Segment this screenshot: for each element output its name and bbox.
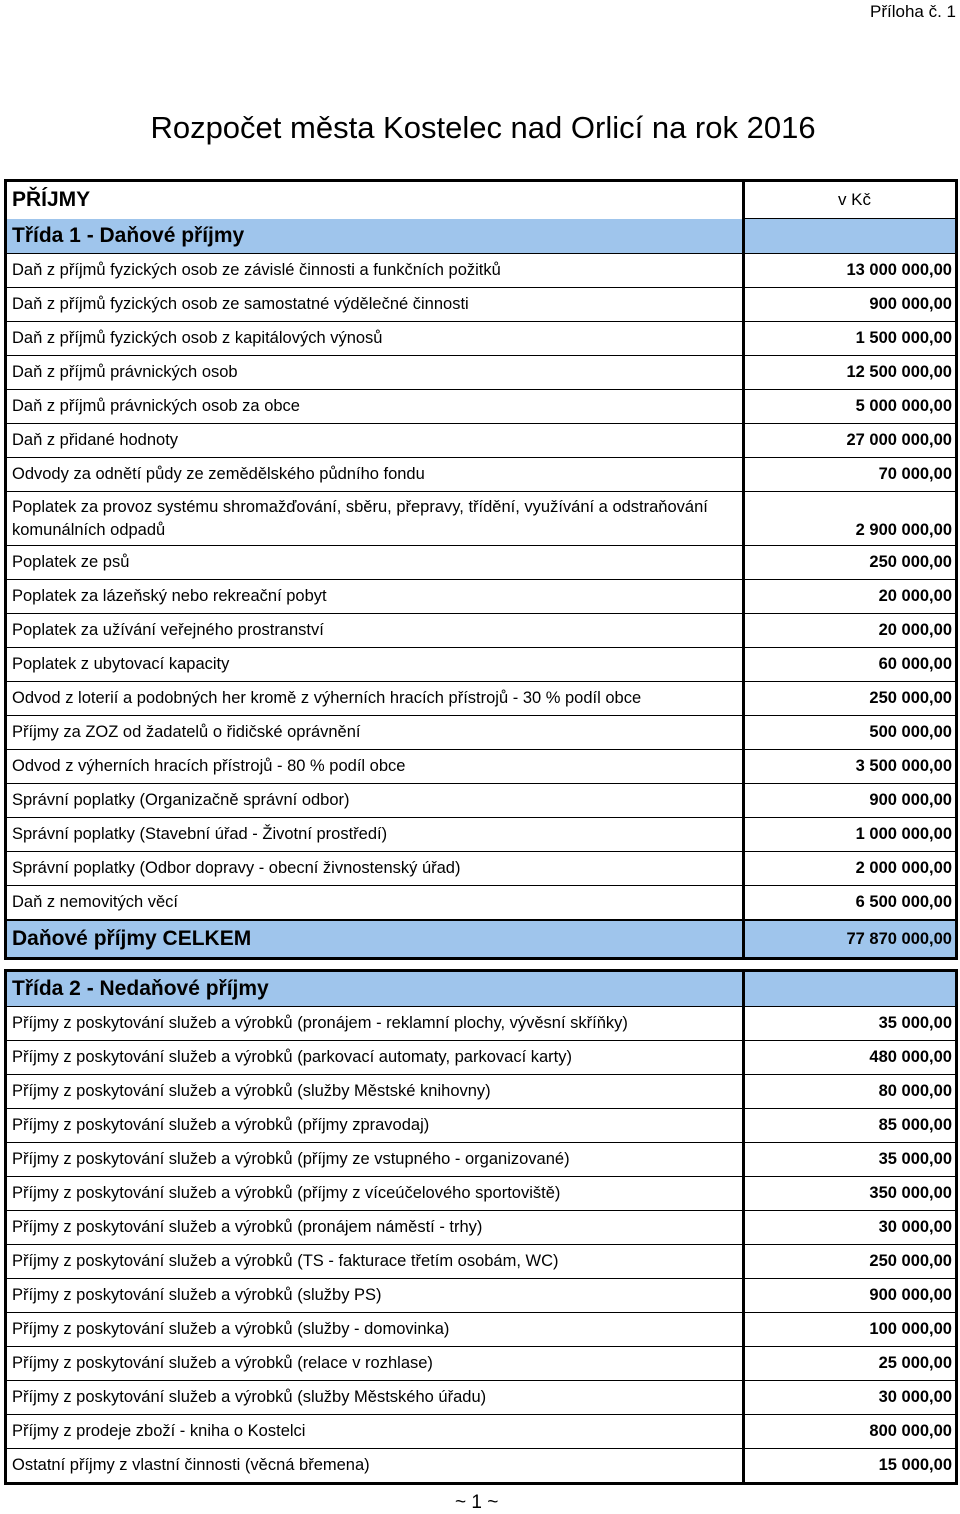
table-row [6, 580, 957, 614]
class1-heading: Třída 1 - Daňové příjmy [6, 219, 744, 254]
row-value: 6 500 000,00 [744, 886, 957, 921]
row-label: Příjmy za ZOZ od žadatelů o řidičské oprávnění [6, 716, 744, 750]
row-label: Daň z příjmů fyzických osob z kapitálových výnosů [6, 322, 744, 356]
row-value: 1 500 000,00 [744, 322, 957, 356]
row-value: 20 000,00 [744, 614, 957, 648]
table-row [6, 1007, 957, 1041]
row-label: Ostatní příjmy z vlastní činnosti (věcná břemena) [6, 1449, 744, 1484]
row-value: 480 000,00 [744, 1041, 957, 1075]
row-value: 12 500 000,00 [744, 356, 957, 390]
row-label: Správní poplatky (Stavební úřad - Životní prostředí) [6, 818, 744, 852]
nontax-revenue-table [4, 969, 958, 1485]
row-value: 3 500 000,00 [744, 750, 957, 784]
row-value: 800 000,00 [744, 1415, 957, 1449]
table-row [6, 648, 957, 682]
row-value: 30 000,00 [744, 1211, 957, 1245]
tax-revenue-table [4, 179, 958, 960]
page-title: Rozpočet města Kostelec nad Orlicí na rok 2016 [150, 110, 816, 145]
row-label: Správní poplatky (Odbor dopravy - obecní živnostenský úřad) [6, 852, 744, 886]
table-row [6, 682, 957, 716]
row-value: 85 000,00 [744, 1109, 957, 1143]
row-value: 2 000 000,00 [744, 852, 957, 886]
row-label: Daň z příjmů právnických osob [6, 356, 744, 390]
row-label: Správní poplatky (Organizačně správní odbor) [6, 784, 744, 818]
table-row [6, 1449, 957, 1484]
row-value: 25 000,00 [744, 1347, 957, 1381]
row-value: 2 900 000,00 [744, 492, 957, 546]
table-row [6, 1109, 957, 1143]
row-value: 35 000,00 [744, 1143, 957, 1177]
row-label: Příjmy z poskytování služeb a výrobků (služby Městského úřadu) [6, 1381, 744, 1415]
row-label: Příjmy z poskytování služeb a výrobků (parkovací automaty, parkovací karty) [6, 1041, 744, 1075]
row-label: Příjmy z poskytování služeb a výrobků (služby - domovinka) [6, 1313, 744, 1347]
row-label: Příjmy z poskytování služeb a výrobků (pronájem náměstí - trhy) [6, 1211, 744, 1245]
row-label: Odvod z výherních hracích přístrojů - 80 % podíl obce [6, 750, 744, 784]
row-value: 900 000,00 [744, 288, 957, 322]
table-row [6, 1211, 957, 1245]
row-label: Poplatek ze psů [6, 546, 744, 580]
table-row [6, 1075, 957, 1109]
row-value: 350 000,00 [744, 1177, 957, 1211]
total-label: Daňové příjmy CELKEM [6, 920, 744, 959]
table-row [6, 424, 957, 458]
table-row [6, 1313, 957, 1347]
table-row [6, 1347, 957, 1381]
row-value: 30 000,00 [744, 1381, 957, 1415]
row-label: Daň z přidané hodnoty [6, 424, 744, 458]
table-row [6, 492, 957, 546]
row-label: Příjmy z poskytování služeb a výrobků (příjmy zpravodaj) [6, 1109, 744, 1143]
row-value: 1 000 000,00 [744, 818, 957, 852]
table-row [6, 1177, 957, 1211]
row-value: 900 000,00 [744, 784, 957, 818]
table-row [6, 852, 957, 886]
row-label: Příjmy z poskytování služeb a výrobků (pronájem - reklamní plochy, vývěsní skříňky) [6, 1007, 744, 1041]
row-value: 35 000,00 [744, 1007, 957, 1041]
row-label: Odvody za odnětí půdy ze zemědělského půdního fondu [6, 458, 744, 492]
table-row [6, 254, 957, 288]
annex-label: Příloha č. 1 [870, 2, 956, 21]
row-label: Daň z příjmů fyzických osob ze závislé činnosti a funkčních požitků [6, 254, 744, 288]
row-label: Příjmy z poskytování služeb a výrobků (TS - fakturace třetím osobám, WC) [6, 1245, 744, 1279]
table-row [6, 1245, 957, 1279]
table-row [6, 818, 957, 852]
row-label: Příjmy z poskytování služeb a výrobků (služby Městské knihovny) [6, 1075, 744, 1109]
table-row [6, 356, 957, 390]
row-label: Poplatek za lázeňský nebo rekreační pobyt [6, 580, 744, 614]
row-value: 15 000,00 [744, 1449, 957, 1484]
table-row [6, 716, 957, 750]
row-value: 900 000,00 [744, 1279, 957, 1313]
row-label: Příjmy z poskytování služeb a výrobků (příjmy z víceúčelového sportoviště) [6, 1177, 744, 1211]
table-row [6, 1279, 957, 1313]
row-value: 500 000,00 [744, 716, 957, 750]
row-label: Poplatek za provoz systému shromažďování, sběru, přepravy, třídění, využívání a odstraňování komunálních odpadů [6, 492, 744, 546]
row-value: 13 000 000,00 [744, 254, 957, 288]
table-row [6, 322, 957, 356]
table-row [6, 1415, 957, 1449]
row-label: Daň z příjmů fyzických osob ze samostatné výdělečné činnosti [6, 288, 744, 322]
table-row [6, 886, 957, 921]
row-label: Daň z nemovitých věcí [6, 886, 744, 921]
table-row [6, 1143, 957, 1177]
section-label: PŘÍJMY [6, 181, 744, 219]
row-value: 27 000 000,00 [744, 424, 957, 458]
row-value: 250 000,00 [744, 1245, 957, 1279]
table-row [6, 458, 957, 492]
row-value: 250 000,00 [744, 546, 957, 580]
total-value: 77 870 000,00 [744, 920, 957, 959]
row-label: Příjmy z poskytování služeb a výrobků (relace v rozhlase) [6, 1347, 744, 1381]
row-label: Poplatek za užívání veřejného prostranství [6, 614, 744, 648]
row-value: 60 000,00 [744, 648, 957, 682]
unit-label: v Kč [744, 181, 957, 219]
row-value: 20 000,00 [744, 580, 957, 614]
row-value: 100 000,00 [744, 1313, 957, 1347]
table-row [6, 546, 957, 580]
table-row [6, 1381, 957, 1415]
class2-heading: Třída 2 - Nedaňové příjmy [6, 971, 744, 1007]
row-value: 5 000 000,00 [744, 390, 957, 424]
table-row [6, 784, 957, 818]
row-value: 250 000,00 [744, 682, 957, 716]
total-row [6, 920, 957, 959]
row-label: Příjmy z poskytování služeb a výrobků (služby PS) [6, 1279, 744, 1313]
row-label: Daň z příjmů právnických osob za obce [6, 390, 744, 424]
row-value: 70 000,00 [744, 458, 957, 492]
table-row [6, 288, 957, 322]
row-label: Příjmy z poskytování služeb a výrobků (příjmy ze vstupného - organizované) [6, 1143, 744, 1177]
page-number: ~ 1 ~ [455, 1492, 499, 1513]
row-value: 80 000,00 [744, 1075, 957, 1109]
table-row [6, 390, 957, 424]
row-label: Poplatek z ubytovací kapacity [6, 648, 744, 682]
table-row [6, 614, 957, 648]
row-label: Odvod z loterií a podobných her kromě z výherních hracích přístrojů - 30 % podíl obce [6, 682, 744, 716]
table-row [6, 1041, 957, 1075]
table-row [6, 750, 957, 784]
row-label: Příjmy z prodeje zboží - kniha o Kostelci [6, 1415, 744, 1449]
